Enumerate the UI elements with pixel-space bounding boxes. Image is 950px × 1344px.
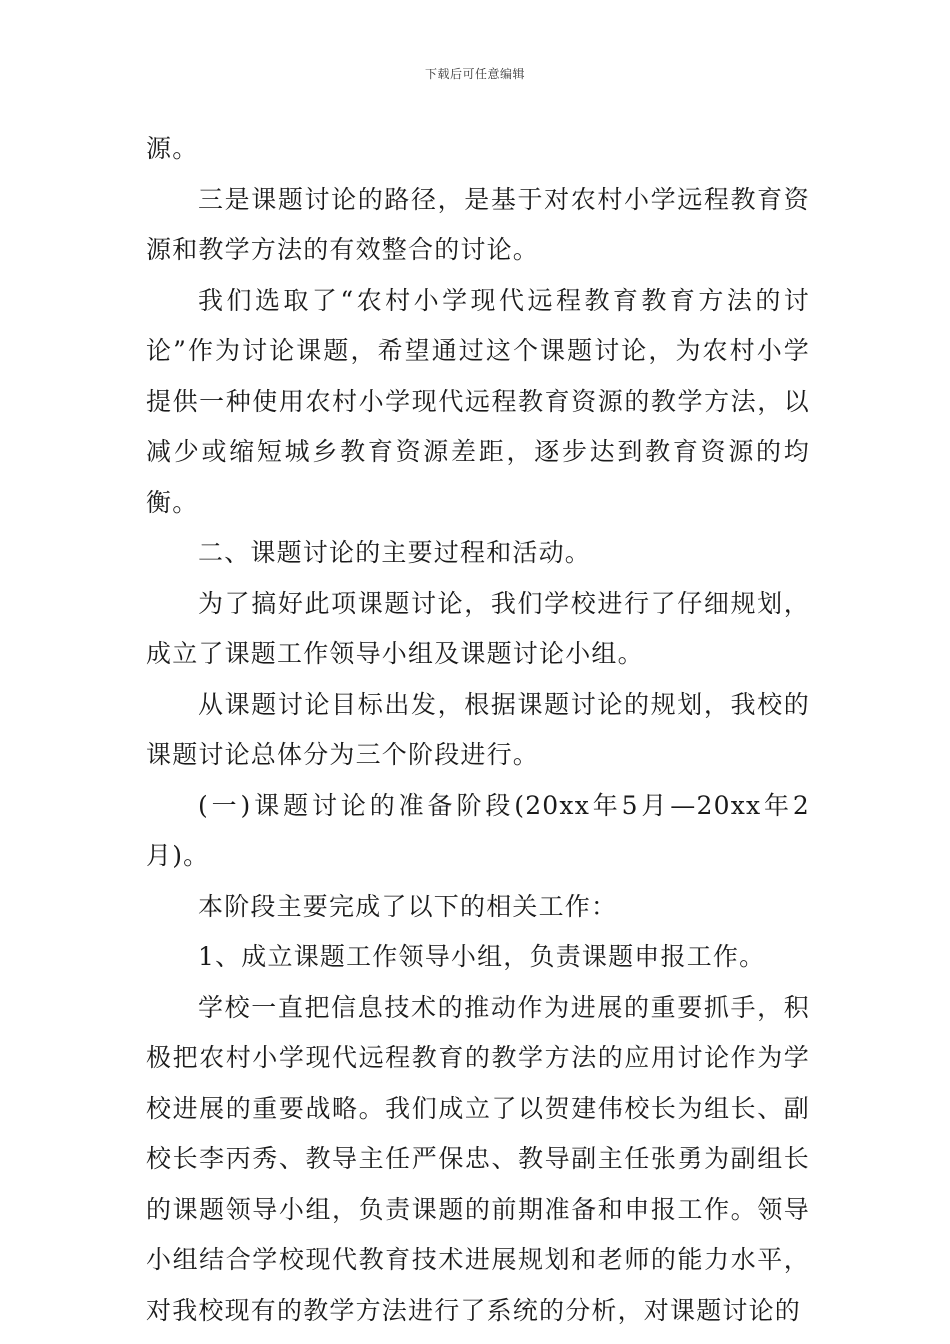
paragraph: 学校一直把信息技术的推动作为进展的重要抓手，积极把农村小学现代远程教育的教学方法的应用讨论作为学校进展的重要战略。我们成立了以贺建伟校长为组长、副校长李丙秀、教导主任严保忠、教导副主任张勇为副组长的课题领导小组，负责课题的前期准备和申报工作。领导小组结合学校现代教育技术进展规划和老师的能力水平，对我校现有的教学方法进行了系统的分析，对课题讨论的	[146, 992, 810, 1325]
paragraph: 本阶段主要完成了以下的相关工作：	[198, 891, 618, 921]
page-header: 下载后可任意编辑	[424, 67, 525, 81]
paragraph: 二、课题讨论的主要过程和活动。	[198, 538, 592, 567]
paragraph: 源。	[146, 134, 199, 163]
paragraph: (一)课题讨论的准备阶段(20xx年5月—20xx年2月)。	[146, 790, 810, 870]
paragraph: 三是课题讨论的路径，是基于对农村小学远程教育资源和教学方法的有效整合的讨论。	[146, 184, 810, 264]
paragraph: 我们选取了“农村小学现代远程教育教育方法的讨论”作为讨论课题，希望通过这个课题讨论，为农村小学提供一种使用农村小学现代远程教育资源的教学方法，以减少或缩短城乡教育资源差距，逐步达到教育资源的均衡。	[146, 285, 810, 517]
paragraph: 为了搞好此项课题讨论，我们学校进行了仔细规划，成立了课题工作领导小组及课题讨论小组。	[146, 588, 810, 668]
document-body	[146, 124, 810, 1336]
paragraph: 1、成立课题工作领导小组，负责课题申报工作。	[198, 942, 766, 971]
paragraph: 从课题讨论目标出发，根据课题讨论的规划，我校的课题讨论总体分为三个阶段进行。	[146, 689, 810, 769]
